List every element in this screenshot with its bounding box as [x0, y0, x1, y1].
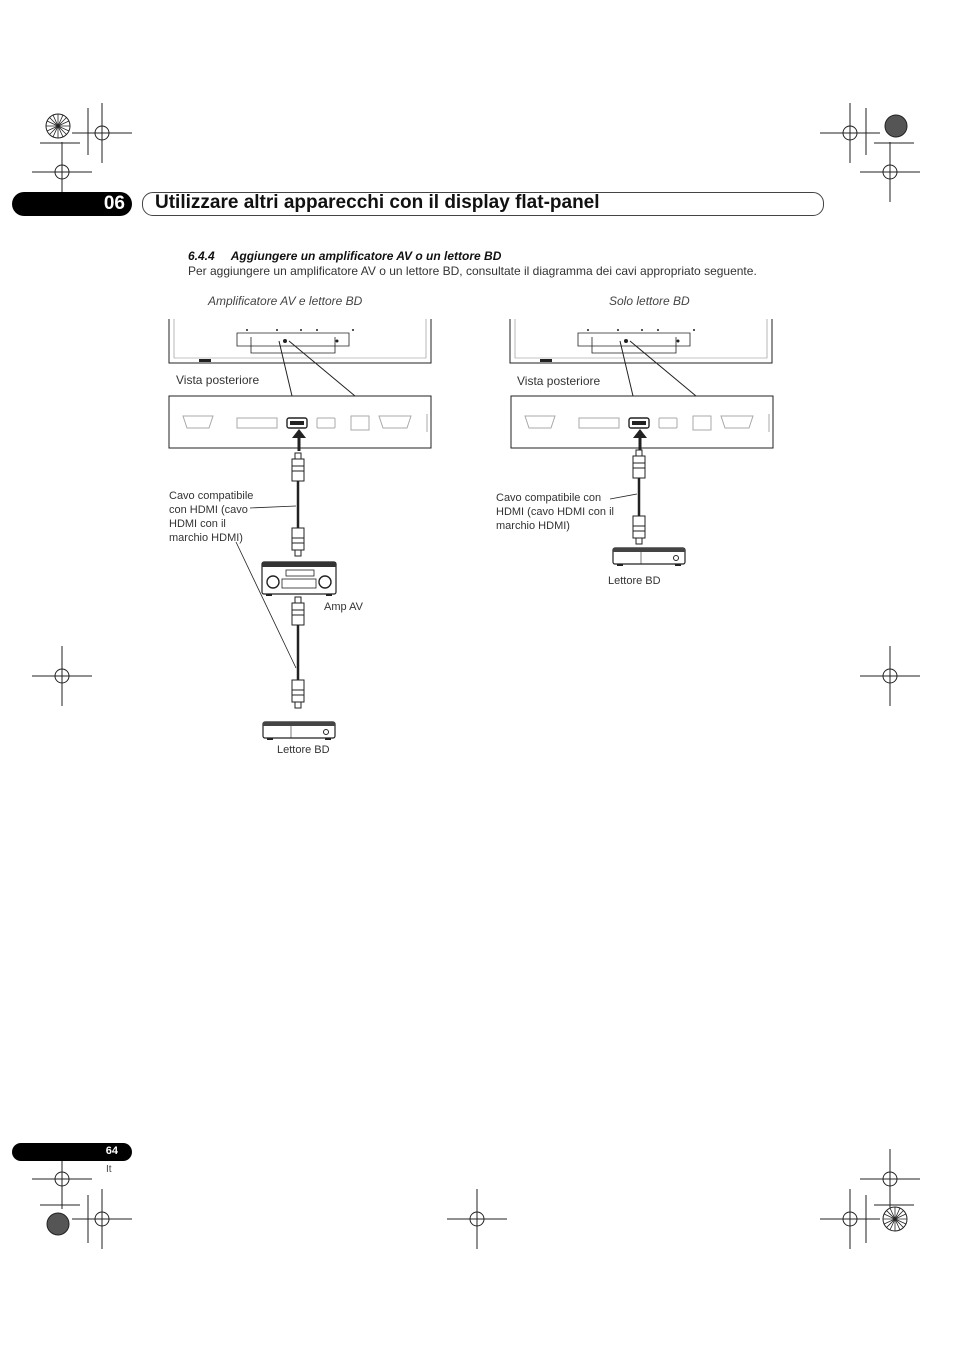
- section-intro: Per aggiungere un amplificatore AV o un lettore BD, consultate il diagramma dei cavi appropriato seguente.: [188, 264, 757, 278]
- left-rear-view-label: Vista posteriore: [176, 373, 260, 387]
- right-cable-label: Cavo compatibile con HDMI (cavo HDMI con il marchio HDMI): [496, 492, 614, 532]
- language-code: It: [106, 1164, 112, 1175]
- left-cable-label: Cavo compatibile con HDMI (cavo HDMI con il marchio HDMI): [169, 490, 254, 544]
- display-rear-panel: [169, 319, 431, 363]
- right-rear-view-label: Vista posteriore: [517, 374, 601, 388]
- left-bd-player-label: Lettore BD: [277, 744, 330, 756]
- display-rear-panel: [510, 319, 772, 363]
- section-number: 6.4.4: [188, 249, 215, 263]
- bd-player: [263, 722, 335, 740]
- av-amplifier: [262, 562, 336, 596]
- page-number: 64: [105, 1145, 118, 1157]
- chapter-title: Utilizzare altri apparecchi con il display flat-panel: [155, 192, 600, 213]
- bd-player: [613, 548, 685, 566]
- amp-av-label: Amp AV: [324, 601, 363, 613]
- chapter-number: 06: [103, 193, 125, 214]
- hdmi-terminal-strip: [511, 396, 773, 448]
- right-diagram-caption: Solo lettore BD: [609, 294, 690, 308]
- right-bd-player-label: Lettore BD: [608, 575, 661, 587]
- section-title: Aggiungere un amplificatore AV o un lettore BD: [230, 249, 502, 263]
- page-number-badge: [12, 1143, 132, 1161]
- left-diagram-caption: Amplificatore AV e lettore BD: [208, 294, 363, 308]
